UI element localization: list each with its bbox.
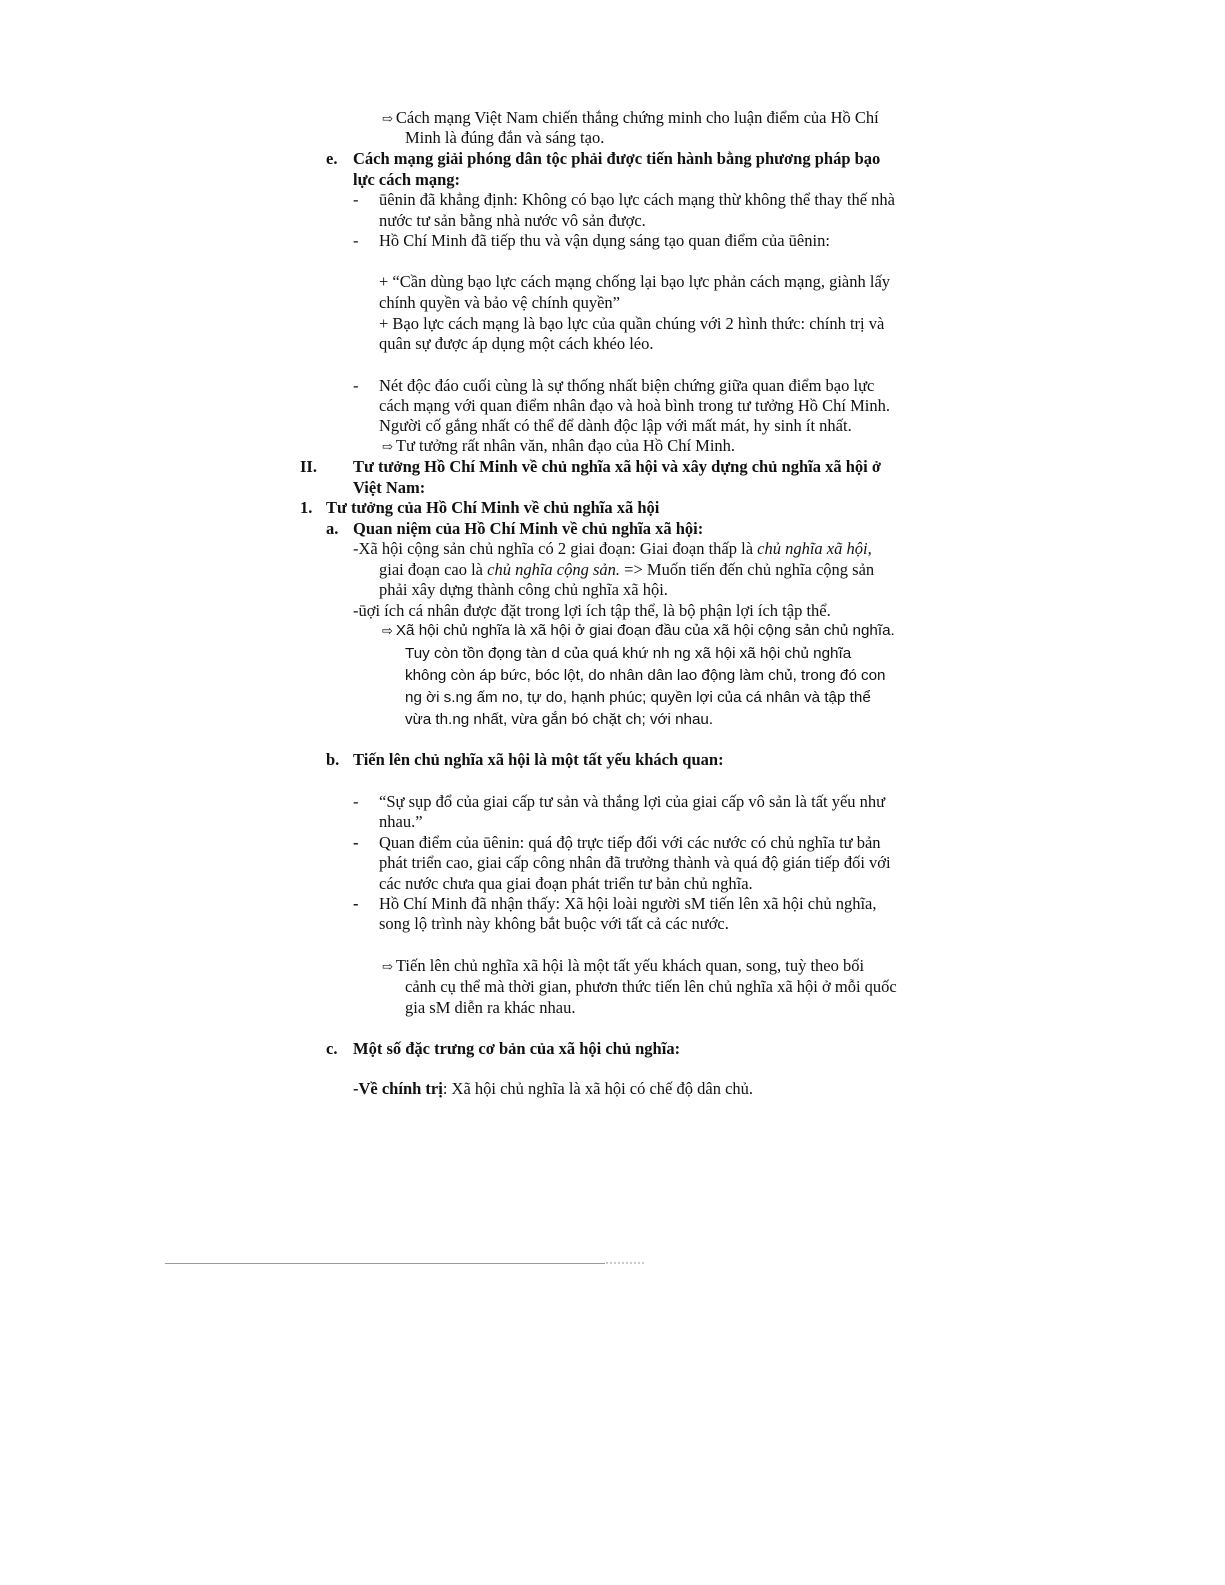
text-line: giai đoạn cao là chủ nghĩa cộng sản. => Muốn tiến đến chủ nghĩa cộng sản (379, 560, 875, 579)
text-line: -Về chính trị: Xã hội chủ nghĩa là xã hội có chế độ dân chủ. (353, 1079, 754, 1098)
section-label: e. (326, 149, 338, 168)
section-heading: Một số đặc trưng cơ bản của xã hội chủ nghĩa: (353, 1039, 681, 1058)
chapter-heading: Tư tưởng của Hồ Chí Minh về chủ nghĩa xã hội (326, 498, 660, 517)
text-line: nước tư sản bằng nhà nước vô sản được. (379, 211, 646, 230)
text-line: ng ời s.ng ấm no, tự do, hạnh phúc; quyền lợi của cá nhân và tập thể (405, 689, 871, 706)
text-line: Người cố gắng nhất có thể để dành độc lập với mất mát, hy sinh ít nhất. (379, 416, 852, 435)
conclusion-line: ⇨ Xã hội chủ nghĩa là xã hội ở giai đoạn đầu của xã hội cộng sản chủ nghĩa. (382, 622, 895, 639)
text-line: chính quyền và bảo vệ chính quyền” (379, 293, 621, 312)
bullet-dash: - (353, 190, 359, 209)
bullet-text: “Sự sụp đổ của giai cấp tư sản và thắng lợi của giai cấp vô sản là tất yếu như (379, 792, 886, 811)
text-line: Minh là đúng đắn và sáng tạo. (405, 128, 605, 147)
text-line: vừa th.ng nhất, vừa gắn bó chặt ch; với nhau. (405, 711, 714, 728)
text-line: phát triển cao, giai cấp công nhân đã trưởng thành và quá độ gián tiếp đối với (379, 853, 891, 872)
right-arrow-icon: ⇨ (382, 959, 393, 974)
right-arrow-icon: ⇨ (382, 439, 393, 454)
text-line: song lộ trình này không bắt buộc với tất cả các nước. (379, 914, 729, 933)
section-heading: Tiến lên chủ nghĩa xã hội là một tất yếu khách quan: (353, 750, 724, 769)
bullet-dash: - (353, 231, 359, 250)
text-line: các nước chưa qua giai đoạn phát triển tư bản chủ nghĩa. (379, 874, 753, 893)
text-line: cảnh cụ thể mà thời gian, phươn thức tiến lên chủ nghĩa xã hội ở mỗi quốc (405, 977, 897, 996)
conclusion-line: ⇨ Cách mạng Việt Nam chiến thắng chứng minh cho luận điểm của Hồ Chí (382, 108, 879, 127)
section-label: b. (326, 750, 340, 769)
bullet-text: ūênin đã khẳng định: Không có bạo lực cách mạng thừ không thể thay thế nhà (379, 190, 895, 209)
text-line: phải xây dựng thành công chủ nghĩa xã hội. (379, 580, 668, 599)
part-label: II. (300, 457, 317, 476)
bullet-dash: - (353, 376, 359, 395)
bullet-dash: - (353, 833, 359, 852)
text-line: -ūợi ích cá nhân được đặt trong lợi ích tập thể, là bộ phận lợi ích tập thể. (353, 601, 831, 620)
bullet-text: Hồ Chí Minh đã nhận thấy: Xã hội loài người sM tiến lên xã hội chủ nghĩa, (379, 894, 877, 913)
section-heading: Quan niệm của Hồ Chí Minh về chủ nghĩa xã hội: (353, 519, 704, 538)
bullet-text: Quan điểm của ūênin: quá độ trực tiếp đối với các nước có chủ nghĩa tư bản (379, 833, 881, 852)
text-line: Tuy còn tồn đọng tàn d của quá khứ nh ng xã hội xã hội chủ nghĩa (405, 645, 852, 662)
right-arrow-icon: ⇨ (382, 623, 393, 638)
bullet-text: Hồ Chí Minh đã tiếp thu và vận dụng sáng tạo quan điểm của ūênin: (379, 231, 830, 250)
section-label: c. (326, 1039, 338, 1058)
bullet-dash: - (353, 894, 359, 913)
text-line: -Xã hội cộng sản chủ nghĩa có 2 giai đoạn: Giai đoạn thấp là chủ nghĩa xã hội, (353, 539, 872, 558)
part-heading: Tư tưởng Hồ Chí Minh về chủ nghĩa xã hội và xây dựng chủ nghĩa xã hội ở (353, 457, 881, 476)
bullet-dash: - (353, 792, 359, 811)
part-heading: Việt Nam: (353, 478, 426, 497)
text-line: cách mạng với quan điểm nhân đạo và hoà bình trong tư tưởng Hồ Chí Minh. (379, 396, 891, 415)
chapter-label: 1. (300, 498, 313, 517)
section-label: a. (326, 519, 339, 538)
conclusion-line: ⇨ Tiến lên chủ nghĩa xã hội là một tất yếu khách quan, song, tuỳ theo bối (382, 956, 865, 975)
text-line: + Bạo lực cách mạng là bạo lực của quần chúng với 2 hình thức: chính trị và (379, 314, 885, 333)
conclusion-line: ⇨ Tư tưởng rất nhân văn, nhân đạo của Hồ Chí Minh. (382, 436, 736, 455)
text-line: gia sM diễn ra khác nhau. (405, 998, 576, 1017)
bullet-text: Nét độc đáo cuối cùng là sự thống nhất biện chứng giữa quan điểm bạo lực (379, 376, 875, 395)
text-line: nhau.” (379, 812, 423, 831)
text-line: + “Cần dùng bạo lực cách mạng chống lại bạo lực phản cách mạng, giành lấy (379, 272, 891, 291)
section-heading: Cách mạng giải phóng dân tộc phải được tiến hành bằng phương pháp bạo (353, 149, 881, 168)
footnote-dots (606, 1262, 646, 1264)
text-line: không còn áp bức, bóc lột, do nhân dân lao động làm chủ, trong đó con (405, 667, 886, 684)
text-line: quân sự được áp dụng một cách khéo léo. (379, 334, 654, 353)
right-arrow-icon: ⇨ (382, 111, 393, 126)
footnote-separator (165, 1263, 605, 1264)
section-heading: lực cách mạng: (353, 170, 461, 189)
